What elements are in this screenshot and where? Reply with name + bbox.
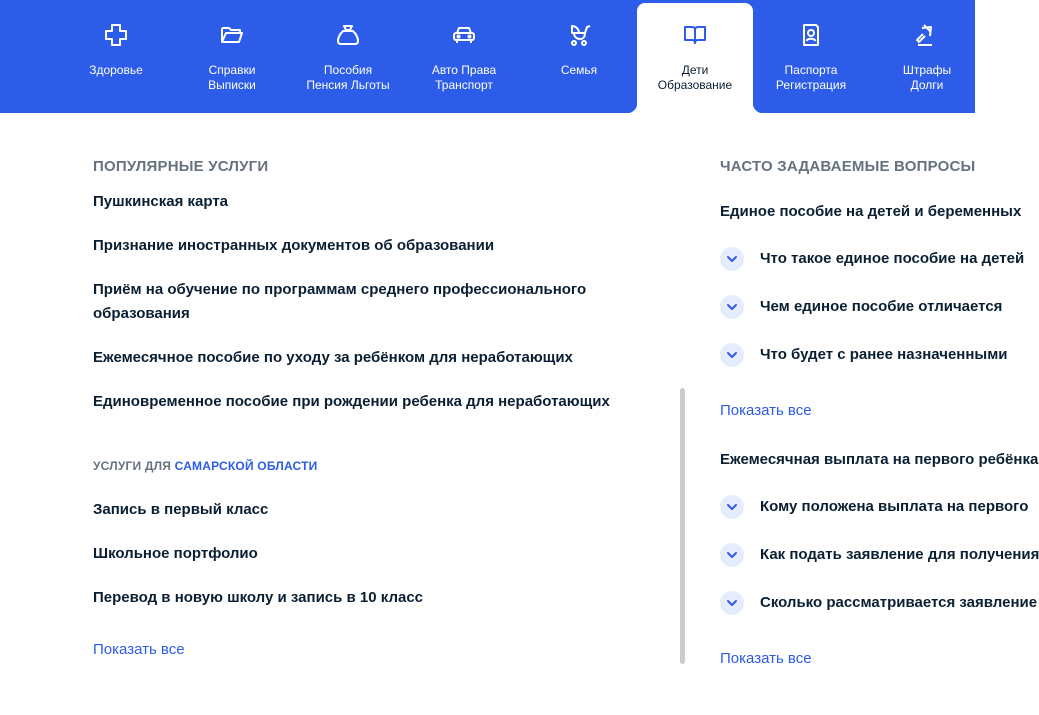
chevron-down-icon[interactable] — [720, 247, 744, 271]
faq-show-all-link[interactable]: Показать все — [720, 650, 812, 667]
faq-panel — [720, 150, 1039, 667]
regional-services-label — [93, 459, 317, 473]
faq-question-text: Как подать заявление для получения — [760, 546, 1039, 563]
nav-item-auto[interactable] — [406, 0, 522, 113]
stroller-icon — [566, 22, 592, 48]
chevron-down-icon[interactable] — [720, 591, 744, 615]
chevron-down-icon[interactable] — [720, 343, 744, 367]
faq-question-text: Чем единое пособие отличается — [760, 298, 1003, 315]
faq-group-title: Единое пособие на детей и беременных — [720, 203, 1022, 220]
show-all-services-link[interactable]: Показать все — [93, 641, 185, 658]
service-link[interactable]: Единовременное пособие при рождении ребенка для неработающих — [93, 393, 610, 410]
faq-question-text: Кому положена выплата на первого — [760, 498, 1029, 515]
service-link[interactable]: Признание иностранных документов об образовании — [93, 237, 495, 254]
faq-question-text: Сколько рассматривается заявление — [760, 594, 1038, 611]
popular-services-title: ПОПУЛЯРНЫЕ УСЛУГИ — [93, 158, 269, 175]
faq-question-text: Что будет с ранее назначенными — [760, 346, 1008, 363]
gavel-icon — [914, 22, 940, 48]
nav-item-fines[interactable] — [869, 0, 985, 113]
book-icon — [682, 22, 708, 48]
faq-group-title: Ежемесячная выплата на первого ребёнка — [720, 451, 1039, 468]
nav-item-children-education[interactable] — [637, 3, 753, 113]
nav-item-label: Справки Выписки — [208, 63, 256, 92]
nav-item-label: Дети Образование — [657, 63, 733, 92]
chevron-down-icon[interactable] — [720, 295, 744, 319]
nav-item-label: Здоровье — [89, 63, 143, 77]
region-name[interactable]: САМАРСКОЙ ОБЛАСТИ — [174, 459, 318, 473]
car-icon — [451, 22, 477, 48]
regional-service-link[interactable]: Запись в первый класс — [93, 501, 269, 518]
nav-item-passports[interactable] — [753, 0, 869, 113]
nav-item-benefits[interactable] — [290, 0, 406, 113]
service-link[interactable]: Пушкинская карта — [93, 193, 229, 210]
piggy-bag-icon — [335, 22, 361, 48]
category-nav — [0, 0, 975, 113]
regional-service-link[interactable]: Школьное портфолио — [93, 545, 258, 562]
passport-icon — [798, 22, 824, 48]
chevron-down-icon[interactable] — [720, 495, 744, 519]
nav-item-label: Авто Права Транспорт — [431, 63, 497, 92]
folder-icon — [219, 22, 245, 48]
regional-service-link[interactable]: Перевод в новую школу и запись в 10 класс — [93, 589, 424, 606]
nav-item-label: Пособия Пенсия Льготы — [306, 63, 390, 92]
region-prefix: УСЛУГИ ДЛЯ — [93, 459, 172, 473]
health-cross-icon — [103, 22, 129, 48]
faq-title: ЧАСТО ЗАДАВАЕМЫЕ ВОПРОСЫ — [720, 158, 976, 175]
faq-show-all-link[interactable]: Показать все — [720, 402, 812, 419]
nav-item-family[interactable] — [521, 0, 637, 113]
nav-item-label: Семья — [560, 63, 598, 77]
nav-item-certificates[interactable] — [174, 0, 290, 113]
service-link[interactable]: Приём на обучение по программам среднего профессионального образования — [93, 281, 587, 322]
service-link[interactable]: Ежемесячное пособие по уходу за ребёнком для неработающих — [93, 349, 573, 366]
nav-item-label: Паспорта Регистрация — [775, 63, 847, 92]
nav-item-health[interactable] — [58, 0, 174, 113]
nav-item-label: Штрафы Долги — [902, 63, 952, 92]
faq-question-text: Что такое единое пособие на детей — [760, 250, 1025, 267]
chevron-down-icon[interactable] — [720, 543, 744, 567]
scrollbar[interactable] — [680, 388, 685, 664]
